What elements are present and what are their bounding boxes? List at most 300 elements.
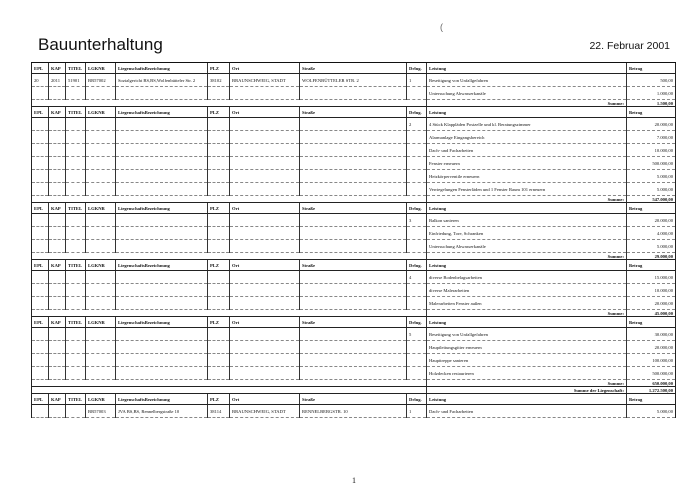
- strasse-cell: [300, 297, 407, 310]
- ort-cell: [230, 328, 300, 341]
- bezeichnung-cell: [116, 214, 208, 227]
- column-header: Betrag: [627, 63, 676, 74]
- page-date: 22. Februar 2001: [589, 40, 670, 52]
- drlng-cell: 4: [407, 271, 427, 284]
- column-header: KAP: [49, 317, 66, 328]
- plz-cell: [208, 367, 230, 380]
- epl-cell: [32, 341, 49, 354]
- lgknr-cell: [86, 157, 116, 170]
- kap-cell: [49, 144, 66, 157]
- sum-spacer: [32, 100, 427, 107]
- leistung-cell: Einfriedung, Tore, Schranken: [427, 227, 627, 240]
- bezeichnung-cell: [116, 227, 208, 240]
- kap-cell: [49, 157, 66, 170]
- epl-cell: [32, 144, 49, 157]
- column-header: Leistung: [427, 63, 627, 74]
- strasse-cell: [300, 183, 407, 196]
- plz-cell: [208, 227, 230, 240]
- epl-cell: [32, 227, 49, 240]
- betrag-cell: 20.000,00: [627, 297, 676, 310]
- titel-cell: [66, 157, 86, 170]
- strasse-cell: [300, 354, 407, 367]
- epl-cell: [32, 87, 49, 100]
- column-header: TITEL: [66, 317, 86, 328]
- sum-value: 547.000,00: [627, 196, 676, 203]
- leistung-cell: Fenster erneuern: [427, 157, 627, 170]
- bezeichnung-cell: [116, 170, 208, 183]
- column-header: KAP: [49, 203, 66, 214]
- column-header: Drlng.: [407, 394, 427, 405]
- epl-cell: [32, 131, 49, 144]
- lgknr-cell: [86, 183, 116, 196]
- lgknr-cell: [86, 240, 116, 253]
- page-title: Bauunterhaltung: [38, 35, 163, 54]
- epl-cell: [32, 297, 49, 310]
- column-header-row: [32, 203, 676, 214]
- lgknr-cell: [86, 271, 116, 284]
- titel-cell: [66, 354, 86, 367]
- ort-cell: [230, 144, 300, 157]
- betrag-cell: 500.000,00: [627, 367, 676, 380]
- column-header: PLZ: [208, 107, 230, 118]
- lgknr-cell: [86, 118, 116, 131]
- titel-cell: [66, 183, 86, 196]
- drlng-cell: 1: [407, 405, 427, 418]
- plz-cell: [208, 240, 230, 253]
- kap-cell: 2011: [49, 74, 66, 87]
- epl-cell: [32, 240, 49, 253]
- sum-value: 650.000,00: [627, 380, 676, 387]
- leistung-cell: Dach- und Facharbeiten: [427, 144, 627, 157]
- column-header: PLZ: [208, 203, 230, 214]
- table-row: [32, 131, 676, 144]
- column-header: LGKNR: [86, 203, 116, 214]
- sum-label: Summe:: [427, 380, 627, 387]
- leistung-cell: Untersuchung Abwasserkanäle: [427, 240, 627, 253]
- leistung-cell: 4 Stück Klappläden Postzelle und kl. Beratungszimmer: [427, 118, 627, 131]
- budget-table: [31, 62, 676, 418]
- leistung-cell: Beseitigung von Unfallgefahren: [427, 328, 627, 341]
- column-header: PLZ: [208, 260, 230, 271]
- strasse-cell: [300, 328, 407, 341]
- ort-cell: [230, 284, 300, 297]
- epl-cell: [32, 271, 49, 284]
- titel-cell: [66, 284, 86, 297]
- column-header: Straße: [300, 317, 407, 328]
- bezeichnung-cell: [116, 341, 208, 354]
- column-header: TITEL: [66, 260, 86, 271]
- kap-cell: [49, 341, 66, 354]
- column-header: Leistung: [427, 107, 627, 118]
- column-header: LiegenschaftsBezeichnung: [116, 63, 208, 74]
- column-header: Drlng.: [407, 107, 427, 118]
- column-header: Leistung: [427, 317, 627, 328]
- bezeichnung-cell: [116, 118, 208, 131]
- leistung-cell: Verriegelungen Fensterläden und 1 Fenster Raum 101 erneuern: [427, 183, 627, 196]
- bezeichnung-cell: [116, 157, 208, 170]
- betrag-cell: 5.000,00: [627, 240, 676, 253]
- drlng-cell: 2: [407, 118, 427, 131]
- column-header: LiegenschaftsBezeichnung: [116, 394, 208, 405]
- strasse-cell: [300, 131, 407, 144]
- column-header: EPL: [32, 203, 49, 214]
- plz-cell: [208, 144, 230, 157]
- column-header: TITEL: [66, 394, 86, 405]
- column-header: Straße: [300, 394, 407, 405]
- bezeichnung-cell: [116, 144, 208, 157]
- plz-cell: [208, 183, 230, 196]
- epl-cell: [32, 183, 49, 196]
- bezeichnung-cell: [116, 271, 208, 284]
- column-header: PLZ: [208, 394, 230, 405]
- lgknr-cell: [86, 328, 116, 341]
- plz-cell: 38114: [208, 405, 230, 418]
- grand-total-row: [32, 387, 676, 394]
- leistung-cell: Beseitigung von Unfallgefahren: [427, 74, 627, 87]
- betrag-cell: 15.000,00: [627, 271, 676, 284]
- betrag-cell: 100.000,00: [627, 354, 676, 367]
- strasse-cell: [300, 144, 407, 157]
- betrag-cell: 10.000,00: [627, 284, 676, 297]
- drlng-cell: [407, 367, 427, 380]
- leistung-cell: Hauptleitungsgitter erneuern: [427, 341, 627, 354]
- titel-cell: [66, 240, 86, 253]
- column-header: Ort: [230, 260, 300, 271]
- column-header: EPL: [32, 260, 49, 271]
- plz-cell: [208, 157, 230, 170]
- betrag-cell: 5.000,00: [627, 170, 676, 183]
- titel-cell: [66, 87, 86, 100]
- column-header: EPL: [32, 394, 49, 405]
- ort-cell: [230, 271, 300, 284]
- column-header: Drlng.: [407, 317, 427, 328]
- column-header: PLZ: [208, 63, 230, 74]
- column-header: Betrag: [627, 394, 676, 405]
- plz-cell: 38102: [208, 74, 230, 87]
- sum-spacer: [32, 310, 427, 317]
- strasse-cell: RENNELBERGSTR. 10: [300, 405, 407, 418]
- kap-cell: [49, 367, 66, 380]
- column-header: Leistung: [427, 394, 627, 405]
- betrag-cell: 20.000,00: [627, 214, 676, 227]
- drlng-cell: [407, 183, 427, 196]
- drlng-cell: [407, 240, 427, 253]
- lgknr-cell: [86, 341, 116, 354]
- column-header: Straße: [300, 260, 407, 271]
- epl-cell: [32, 354, 49, 367]
- lgknr-cell: [86, 297, 116, 310]
- strasse-cell: [300, 157, 407, 170]
- plz-cell: [208, 118, 230, 131]
- drlng-cell: [407, 144, 427, 157]
- bezeichnung-cell: [116, 183, 208, 196]
- plz-cell: [208, 354, 230, 367]
- ort-cell: BRAUNSCHWEIG, STADT: [230, 74, 300, 87]
- column-header: Straße: [300, 203, 407, 214]
- table-row: [32, 74, 676, 87]
- epl-cell: [32, 157, 49, 170]
- column-header-row: [32, 317, 676, 328]
- column-header-row: [32, 63, 676, 74]
- bezeichnung-cell: [116, 354, 208, 367]
- epl-cell: 20: [32, 74, 49, 87]
- plz-cell: [208, 87, 230, 100]
- lgknr-cell: [86, 87, 116, 100]
- plz-cell: [208, 297, 230, 310]
- leistung-cell: Haupttreppe sanieren: [427, 354, 627, 367]
- table-row: [32, 183, 676, 196]
- plz-cell: [208, 328, 230, 341]
- betrag-cell: 20.000,00: [627, 341, 676, 354]
- table-row: [32, 227, 676, 240]
- page-number: 1: [352, 476, 356, 485]
- column-header: EPL: [32, 107, 49, 118]
- titel-cell: [66, 131, 86, 144]
- drlng-cell: [407, 227, 427, 240]
- sum-spacer: [32, 253, 427, 260]
- kap-cell: [49, 354, 66, 367]
- column-header: LGKNR: [86, 317, 116, 328]
- kap-cell: [49, 284, 66, 297]
- grand-spacer: [32, 387, 427, 394]
- bezeichnung-cell: [116, 131, 208, 144]
- ort-cell: [230, 341, 300, 354]
- sum-label: Summe:: [427, 100, 627, 107]
- strasse-cell: [300, 170, 407, 183]
- table-row: [32, 367, 676, 380]
- titel-cell: [66, 118, 86, 131]
- drlng-cell: 3: [407, 214, 427, 227]
- column-header: Drlng.: [407, 260, 427, 271]
- table-row: [32, 405, 676, 418]
- bezeichnung-cell: [116, 240, 208, 253]
- bezeichnung-cell: [116, 367, 208, 380]
- kap-cell: [49, 118, 66, 131]
- column-header: LGKNR: [86, 107, 116, 118]
- betrag-cell: 7.000,00: [627, 131, 676, 144]
- table-row: [32, 297, 676, 310]
- column-header: Straße: [300, 107, 407, 118]
- table-row: [32, 157, 676, 170]
- epl-cell: [32, 405, 49, 418]
- grand-total-label: Summe der Liegenschaft:: [427, 387, 627, 394]
- drlng-cell: [407, 284, 427, 297]
- grand-total-value: 1.272.500,00: [627, 387, 676, 394]
- plz-cell: [208, 271, 230, 284]
- leistung-cell: Untersuchung Abwasserkanäle: [427, 87, 627, 100]
- column-header: TITEL: [66, 63, 86, 74]
- ort-cell: [230, 183, 300, 196]
- column-header: Ort: [230, 394, 300, 405]
- leistung-cell: Malerarbeiten Fenster außen: [427, 297, 627, 310]
- column-header: Drlng.: [407, 63, 427, 74]
- strasse-cell: WOLFENBÜTTELER STR. 2: [300, 74, 407, 87]
- column-header: LGKNR: [86, 63, 116, 74]
- betrag-cell: 4.000,00: [627, 227, 676, 240]
- epl-cell: [32, 328, 49, 341]
- leistung-cell: diverse Bodenbelagsarbeiten: [427, 271, 627, 284]
- kap-cell: [49, 170, 66, 183]
- ort-cell: BRAUNSCHWEIG, STADT: [230, 405, 300, 418]
- epl-cell: [32, 284, 49, 297]
- bezeichnung-cell: [116, 87, 208, 100]
- lgknr-cell: [86, 367, 116, 380]
- table-row: [32, 170, 676, 183]
- strasse-cell: [300, 271, 407, 284]
- table-row: [32, 354, 676, 367]
- column-header: Betrag: [627, 203, 676, 214]
- leistung-cell: Heizkörperventile erneuern: [427, 170, 627, 183]
- column-header: Betrag: [627, 107, 676, 118]
- table-row: [32, 87, 676, 100]
- table-row: [32, 118, 676, 131]
- column-header: LGKNR: [86, 260, 116, 271]
- strasse-cell: [300, 341, 407, 354]
- leistung-cell: diverse Malerarbeiten: [427, 284, 627, 297]
- column-header: Betrag: [627, 260, 676, 271]
- table-row: [32, 271, 676, 284]
- sum-spacer: [32, 380, 427, 387]
- column-header: EPL: [32, 317, 49, 328]
- titel-cell: [66, 297, 86, 310]
- kap-cell: [49, 405, 66, 418]
- betrag-cell: 30.000,00: [627, 328, 676, 341]
- drlng-cell: [407, 157, 427, 170]
- strasse-cell: [300, 284, 407, 297]
- column-header: Drlng.: [407, 203, 427, 214]
- lgknr-cell: BR57002: [86, 74, 116, 87]
- lgknr-cell: [86, 131, 116, 144]
- bezeichnung-cell: [116, 284, 208, 297]
- table-row: [32, 214, 676, 227]
- leistung-cell: Balkon sanieren: [427, 214, 627, 227]
- ort-cell: [230, 354, 300, 367]
- sum-spacer: [32, 196, 427, 203]
- drlng-cell: 1: [407, 74, 427, 87]
- column-header: EPL: [32, 63, 49, 74]
- drlng-cell: [407, 87, 427, 100]
- sum-label: Summe:: [427, 196, 627, 203]
- column-header: LiegenschaftsBezeichnung: [116, 107, 208, 118]
- strasse-cell: [300, 227, 407, 240]
- titel-cell: [66, 405, 86, 418]
- ort-cell: [230, 367, 300, 380]
- lgknr-cell: BR57003: [86, 405, 116, 418]
- lgknr-cell: [86, 227, 116, 240]
- leistung-cell: Dach- und Facharbeiten: [427, 405, 627, 418]
- sum-row: [32, 253, 676, 260]
- column-header: Ort: [230, 107, 300, 118]
- column-header: Straße: [300, 63, 407, 74]
- ort-cell: [230, 240, 300, 253]
- titel-cell: [66, 328, 86, 341]
- sum-value: 29.000,00: [627, 253, 676, 260]
- titel-cell: [66, 271, 86, 284]
- titel-cell: [66, 367, 86, 380]
- betrag-cell: 10.000,00: [627, 144, 676, 157]
- drlng-cell: [407, 170, 427, 183]
- drlng-cell: [407, 297, 427, 310]
- plz-cell: [208, 341, 230, 354]
- column-header: Ort: [230, 63, 300, 74]
- lgknr-cell: [86, 284, 116, 297]
- bezeichnung-cell: Sozialgericht BS,BS,Wolfenbütteler Str. 2: [116, 74, 208, 87]
- column-header: KAP: [49, 107, 66, 118]
- column-header-row: [32, 107, 676, 118]
- sum-label: Summe:: [427, 253, 627, 260]
- kap-cell: [49, 87, 66, 100]
- ort-cell: [230, 131, 300, 144]
- epl-cell: [32, 367, 49, 380]
- column-header: Leistung: [427, 260, 627, 271]
- epl-cell: [32, 118, 49, 131]
- column-header: KAP: [49, 260, 66, 271]
- ort-cell: [230, 227, 300, 240]
- column-header: KAP: [49, 394, 66, 405]
- kap-cell: [49, 271, 66, 284]
- ort-cell: [230, 118, 300, 131]
- drlng-cell: [407, 131, 427, 144]
- kap-cell: [49, 183, 66, 196]
- titel-cell: [66, 144, 86, 157]
- plz-cell: [208, 214, 230, 227]
- kap-cell: [49, 214, 66, 227]
- column-header: LiegenschaftsBezeichnung: [116, 317, 208, 328]
- betrag-cell: 500.000,00: [627, 157, 676, 170]
- lgknr-cell: [86, 354, 116, 367]
- table-row: [32, 284, 676, 297]
- column-header: Leistung: [427, 203, 627, 214]
- column-header: PLZ: [208, 317, 230, 328]
- strasse-cell: [300, 240, 407, 253]
- sum-row: [32, 380, 676, 387]
- table-row: [32, 341, 676, 354]
- lgknr-cell: [86, 144, 116, 157]
- epl-cell: [32, 170, 49, 183]
- sum-row: [32, 310, 676, 317]
- column-header: Betrag: [627, 317, 676, 328]
- ort-cell: [230, 214, 300, 227]
- betrag-cell: 500,00: [627, 74, 676, 87]
- table-row: [32, 144, 676, 157]
- kap-cell: [49, 240, 66, 253]
- column-header: LiegenschaftsBezeichnung: [116, 260, 208, 271]
- titel-cell: [66, 170, 86, 183]
- drlng-cell: [407, 354, 427, 367]
- plz-cell: [208, 131, 230, 144]
- lgknr-cell: [86, 170, 116, 183]
- strasse-cell: [300, 118, 407, 131]
- plz-cell: [208, 284, 230, 297]
- titel-cell: [66, 341, 86, 354]
- column-header: LiegenschaftsBezeichnung: [116, 203, 208, 214]
- drlng-cell: [407, 341, 427, 354]
- titel-cell: 51901: [66, 74, 86, 87]
- bezeichnung-cell: [116, 297, 208, 310]
- column-header: Ort: [230, 203, 300, 214]
- bezeichnung-cell: JVA BS,BS, Rennelbergstraße 10: [116, 405, 208, 418]
- betrag-cell: 20.000,00: [627, 118, 676, 131]
- sum-value: 1.500,00: [627, 100, 676, 107]
- plz-cell: [208, 170, 230, 183]
- column-header: LGKNR: [86, 394, 116, 405]
- sum-label: Summe:: [427, 310, 627, 317]
- column-header-row: [32, 260, 676, 271]
- betrag-cell: 5.000,00: [627, 183, 676, 196]
- lgknr-cell: [86, 214, 116, 227]
- strasse-cell: [300, 367, 407, 380]
- titel-cell: [66, 214, 86, 227]
